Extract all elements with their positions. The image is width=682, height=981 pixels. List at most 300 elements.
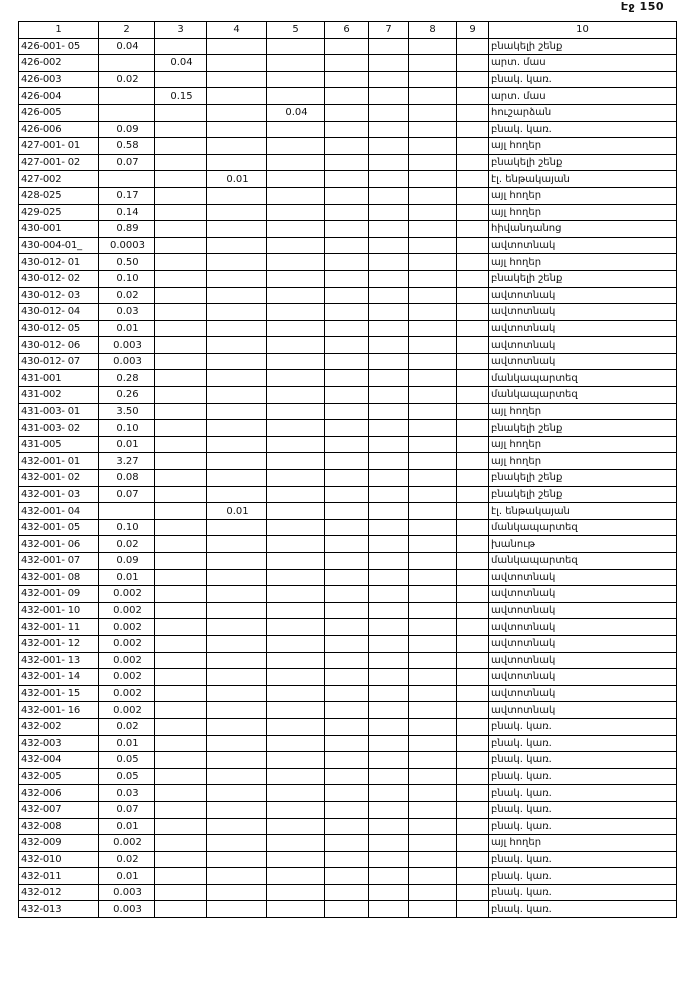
area-col5-cell [267,287,325,304]
area-col3-cell [155,387,207,404]
empty-col7-cell [369,801,409,818]
area-col2-cell: 0.50 [99,254,155,271]
parcel-code-cell: 427-001- 02 [19,154,99,171]
empty-col9-cell [457,237,489,254]
area-col4-cell [207,602,267,619]
table-row [19,835,677,852]
column-header: 9 [457,22,489,39]
area-col2-cell: 0.05 [99,752,155,769]
table-row [19,801,677,818]
empty-col7-cell [369,536,409,553]
empty-col8-cell [409,901,457,918]
table-row [19,718,677,735]
area-col3-cell [155,470,207,487]
parcel-code-cell: 432-001- 09 [19,586,99,603]
empty-col9-cell [457,735,489,752]
table-row [19,38,677,55]
empty-col6-cell [325,453,369,470]
land-use-cell: մանկապարտեզ [489,553,677,570]
header-row [19,22,677,39]
area-col4-cell [207,403,267,420]
area-col2-cell: 0.07 [99,486,155,503]
empty-col9-cell [457,337,489,354]
empty-col8-cell [409,619,457,636]
empty-col7-cell [369,370,409,387]
empty-col6-cell [325,320,369,337]
area-col3-cell [155,801,207,818]
area-col3-cell [155,104,207,121]
empty-col6-cell [325,470,369,487]
table-row [19,287,677,304]
parcel-code-cell: 432-002 [19,718,99,735]
area-col5-cell [267,270,325,287]
area-col4-cell [207,735,267,752]
area-col4-cell [207,337,267,354]
parcel-code-cell: 426-004 [19,88,99,105]
parcel-code-cell: 432-001- 05 [19,519,99,536]
area-col5-cell [267,702,325,719]
area-col3-cell [155,38,207,55]
empty-col6-cell [325,254,369,271]
land-use-cell: ավտոտնակ [489,702,677,719]
area-col5-cell [267,851,325,868]
empty-col6-cell [325,237,369,254]
empty-col8-cell [409,503,457,520]
land-use-cell: ավտոտնակ [489,685,677,702]
empty-col7-cell [369,669,409,686]
land-use-cell: մանկապարտեզ [489,519,677,536]
empty-col8-cell [409,38,457,55]
land-use-cell: այլ հողեր [489,436,677,453]
empty-col8-cell [409,287,457,304]
empty-col6-cell [325,602,369,619]
empty-col7-cell [369,702,409,719]
empty-col8-cell [409,270,457,287]
empty-col7-cell [369,88,409,105]
empty-col9-cell [457,851,489,868]
area-col4-cell [207,436,267,453]
area-col4-cell [207,635,267,652]
empty-col8-cell [409,304,457,321]
parcel-code-cell: 426-006 [19,121,99,138]
empty-col8-cell [409,370,457,387]
area-col4-cell [207,71,267,88]
parcel-code-cell: 432-001- 10 [19,602,99,619]
area-col3-cell [155,851,207,868]
empty-col7-cell [369,436,409,453]
area-col2-cell: 0.002 [99,652,155,669]
area-col5-cell [267,387,325,404]
empty-col8-cell [409,486,457,503]
area-col2-cell: 0.09 [99,121,155,138]
land-use-cell: այլ հողեր [489,403,677,420]
empty-col7-cell [369,818,409,835]
empty-col6-cell [325,171,369,188]
land-use-cell: ավտոտնակ [489,320,677,337]
table-row [19,669,677,686]
table-row [19,270,677,287]
parcel-code-cell: 427-002 [19,171,99,188]
table-row [19,171,677,188]
empty-col8-cell [409,685,457,702]
empty-col9-cell [457,536,489,553]
area-col2-cell: 0.05 [99,768,155,785]
column-header: 7 [369,22,409,39]
empty-col6-cell [325,702,369,719]
parcel-code-cell: 432-001- 14 [19,669,99,686]
parcel-code-cell: 427-001- 01 [19,138,99,155]
parcel-code-cell: 432-001- 02 [19,470,99,487]
table-row [19,436,677,453]
area-col3-cell [155,752,207,769]
empty-col9-cell [457,204,489,221]
empty-col6-cell [325,835,369,852]
parcel-code-cell: 431-001 [19,370,99,387]
empty-col9-cell [457,818,489,835]
area-col5-cell [267,619,325,636]
table-row [19,453,677,470]
empty-col6-cell [325,851,369,868]
land-use-cell: մանկապարտեզ [489,370,677,387]
area-col5-cell [267,718,325,735]
area-col5-cell [267,536,325,553]
empty-col8-cell [409,353,457,370]
empty-col8-cell [409,586,457,603]
empty-col6-cell [325,818,369,835]
table-row [19,337,677,354]
empty-col6-cell [325,801,369,818]
area-col3-cell [155,204,207,221]
empty-col9-cell [457,752,489,769]
area-col3-cell [155,503,207,520]
table-row [19,138,677,155]
empty-col6-cell [325,353,369,370]
parcel-code-cell: 432-008 [19,818,99,835]
land-use-cell: բնակ. կառ. [489,121,677,138]
empty-col8-cell [409,187,457,204]
table-row [19,486,677,503]
empty-col8-cell [409,453,457,470]
table-row [19,304,677,321]
empty-col6-cell [325,204,369,221]
empty-col9-cell [457,420,489,437]
parcel-code-cell: 432-001- 04 [19,503,99,520]
empty-col7-cell [369,403,409,420]
empty-col6-cell [325,121,369,138]
area-col5-cell [267,304,325,321]
empty-col9-cell [457,121,489,138]
empty-col8-cell [409,669,457,686]
land-use-cell: բնակ. կառ. [489,752,677,769]
empty-col7-cell [369,868,409,885]
land-use-cell: ավտոտնակ [489,287,677,304]
area-col3-cell [155,71,207,88]
table-row [19,752,677,769]
empty-col8-cell [409,785,457,802]
empty-col8-cell [409,702,457,719]
parcel-code-cell: 432-001- 08 [19,569,99,586]
parcel-code-cell: 432-001- 11 [19,619,99,636]
empty-col9-cell [457,138,489,155]
empty-col7-cell [369,718,409,735]
area-col5-cell [267,635,325,652]
empty-col7-cell [369,55,409,72]
area-col5-cell [267,138,325,155]
area-col5-cell [267,503,325,520]
empty-col6-cell [325,553,369,570]
empty-col6-cell [325,652,369,669]
empty-col6-cell [325,88,369,105]
empty-col6-cell [325,55,369,72]
empty-col6-cell [325,370,369,387]
area-col5-cell [267,602,325,619]
area-col2-cell: 0.003 [99,353,155,370]
empty-col8-cell [409,652,457,669]
area-col3-cell [155,536,207,553]
area-col3-cell [155,420,207,437]
area-col3-cell [155,835,207,852]
empty-col6-cell [325,735,369,752]
column-header: 2 [99,22,155,39]
area-col2-cell: 0.10 [99,519,155,536]
area-col4-cell [207,420,267,437]
area-col4-cell [207,685,267,702]
parcel-code-cell: 432-001- 07 [19,553,99,570]
table-row [19,586,677,603]
area-col5-cell [267,453,325,470]
parcel-code-cell: 430-012- 02 [19,270,99,287]
empty-col7-cell [369,884,409,901]
table-row [19,553,677,570]
parcel-code-cell: 432-001- 01 [19,453,99,470]
area-col5-cell [267,221,325,238]
area-col5-cell [267,353,325,370]
area-col5-cell [267,154,325,171]
empty-col7-cell [369,602,409,619]
empty-col9-cell [457,104,489,121]
empty-col9-cell [457,801,489,818]
land-use-cell: այլ հողեր [489,453,677,470]
empty-col7-cell [369,685,409,702]
column-header: 4 [207,22,267,39]
area-col4-cell [207,619,267,636]
land-use-cell: մանկապարտեզ [489,387,677,404]
area-col2-cell: 0.17 [99,187,155,204]
area-col2-cell [99,171,155,188]
parcel-code-cell: 432-011 [19,868,99,885]
column-header: 3 [155,22,207,39]
area-col3-cell [155,768,207,785]
table-row [19,619,677,636]
empty-col8-cell [409,55,457,72]
empty-col8-cell [409,204,457,221]
parcel-code-cell: 431-002 [19,387,99,404]
empty-col9-cell [457,868,489,885]
area-col3-cell [155,320,207,337]
land-use-cell: այլ հողեր [489,254,677,271]
area-col4-cell [207,254,267,271]
empty-col8-cell [409,337,457,354]
area-col2-cell: 0.01 [99,735,155,752]
empty-col9-cell [457,486,489,503]
empty-col9-cell [457,270,489,287]
area-col4-cell [207,270,267,287]
table-row [19,884,677,901]
area-col2-cell: 0.01 [99,320,155,337]
empty-col7-cell [369,320,409,337]
land-use-cell: հուշարձան [489,104,677,121]
empty-col6-cell [325,420,369,437]
empty-col8-cell [409,884,457,901]
land-use-cell: արտ. մաս [489,88,677,105]
parcel-code-cell: 430-012- 05 [19,320,99,337]
area-col5-cell [267,868,325,885]
empty-col6-cell [325,718,369,735]
parcel-code-cell: 432-009 [19,835,99,852]
table-row [19,387,677,404]
area-col4-cell [207,38,267,55]
area-col3-cell [155,270,207,287]
area-col3-cell [155,818,207,835]
empty-col6-cell [325,569,369,586]
area-col4-cell [207,752,267,769]
area-col3-cell [155,121,207,138]
empty-col9-cell [457,320,489,337]
empty-col6-cell [325,387,369,404]
area-col3-cell [155,254,207,271]
empty-col8-cell [409,138,457,155]
parcel-code-cell: 432-012 [19,884,99,901]
empty-col6-cell [325,71,369,88]
area-col3-cell [155,187,207,204]
table-row [19,320,677,337]
column-header: 5 [267,22,325,39]
empty-col6-cell [325,785,369,802]
land-use-cell: բնակ. կառ. [489,884,677,901]
table-row [19,536,677,553]
area-col5-cell [267,55,325,72]
empty-col7-cell [369,768,409,785]
area-col4-cell [207,669,267,686]
land-use-cell: ավտոտնակ [489,669,677,686]
area-col2-cell [99,503,155,520]
area-col4-cell [207,652,267,669]
area-col2-cell: 0.04 [99,38,155,55]
area-col3-cell [155,553,207,570]
table-row [19,403,677,420]
empty-col7-cell [369,221,409,238]
table-row [19,635,677,652]
table-row [19,154,677,171]
table-row [19,187,677,204]
empty-col7-cell [369,586,409,603]
empty-col9-cell [457,55,489,72]
area-col3-cell [155,453,207,470]
empty-col6-cell [325,619,369,636]
empty-col8-cell [409,536,457,553]
empty-col7-cell [369,619,409,636]
area-col2-cell: 0.002 [99,586,155,603]
area-col4-cell [207,569,267,586]
land-use-cell: ավտոտնակ [489,237,677,254]
area-col5-cell [267,685,325,702]
column-header: 10 [489,22,677,39]
area-col3-cell [155,171,207,188]
empty-col8-cell [409,470,457,487]
empty-col8-cell [409,835,457,852]
empty-col7-cell [369,121,409,138]
area-col3-cell [155,669,207,686]
parcel-code-cell: 432-001- 12 [19,635,99,652]
area-col4-cell [207,486,267,503]
empty-col7-cell [369,204,409,221]
empty-col9-cell [457,519,489,536]
area-col5-cell [267,403,325,420]
area-col2-cell: 0.002 [99,702,155,719]
area-col2-cell: 0.14 [99,204,155,221]
area-col3-cell [155,403,207,420]
area-col3-cell [155,868,207,885]
parcel-code-cell: 428-025 [19,187,99,204]
empty-col9-cell [457,287,489,304]
area-col2-cell: 0.01 [99,569,155,586]
area-col2-cell: 0.01 [99,818,155,835]
land-use-cell: բնակ. կառ. [489,768,677,785]
land-register-table [18,21,677,918]
area-col5-cell [267,801,325,818]
area-col5-cell [267,768,325,785]
empty-col9-cell [457,553,489,570]
parcel-code-cell: 432-001- 06 [19,536,99,553]
empty-col8-cell [409,519,457,536]
area-col4-cell [207,237,267,254]
area-col4-cell [207,702,267,719]
empty-col7-cell [369,652,409,669]
empty-col6-cell [325,586,369,603]
area-col2-cell: 0.07 [99,801,155,818]
table-row [19,470,677,487]
area-col2-cell: 0.02 [99,287,155,304]
area-col5-cell [267,586,325,603]
table-row [19,901,677,918]
area-col5-cell [267,470,325,487]
area-col2-cell: 0.02 [99,851,155,868]
area-col3-cell [155,718,207,735]
area-col2-cell: 0.08 [99,470,155,487]
empty-col7-cell [369,138,409,155]
parcel-code-cell: 432-006 [19,785,99,802]
area-col5-cell [267,237,325,254]
empty-col8-cell [409,553,457,570]
empty-col6-cell [325,519,369,536]
empty-col9-cell [457,353,489,370]
parcel-code-cell: 431-005 [19,436,99,453]
area-col2-cell: 0.003 [99,884,155,901]
table-row [19,104,677,121]
area-col2-cell: 0.002 [99,685,155,702]
empty-col9-cell [457,387,489,404]
parcel-code-cell: 432-001- 03 [19,486,99,503]
empty-col7-cell [369,187,409,204]
empty-col6-cell [325,287,369,304]
empty-col9-cell [457,718,489,735]
empty-col8-cell [409,254,457,271]
empty-col9-cell [457,652,489,669]
land-use-cell: բնակ. կառ. [489,71,677,88]
empty-col7-cell [369,453,409,470]
empty-col6-cell [325,503,369,520]
area-col3-cell [155,602,207,619]
